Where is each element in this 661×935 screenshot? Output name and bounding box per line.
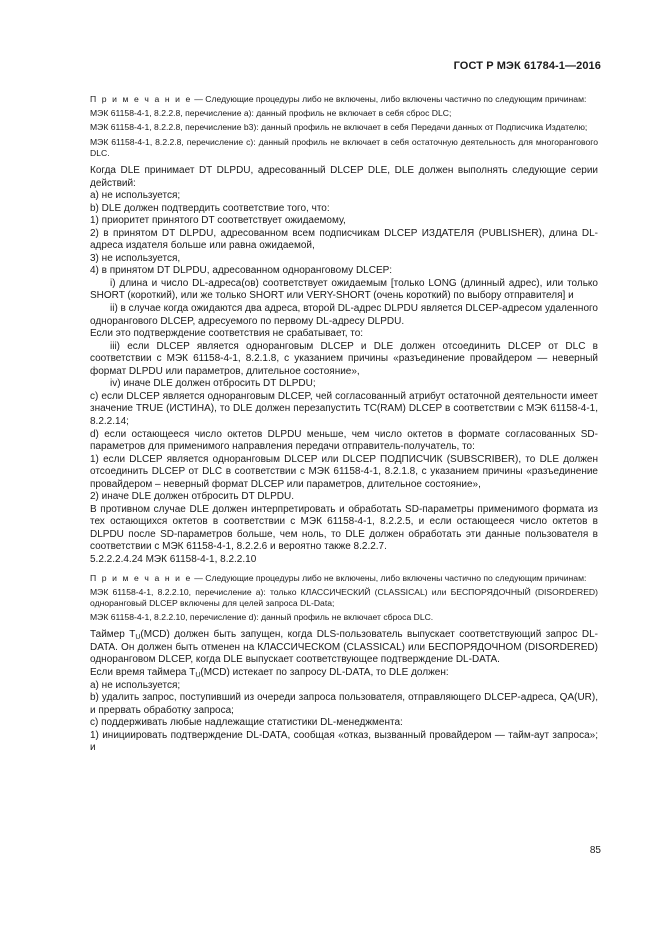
section-heading: 5.2.2.2.4.24 МЭК 61158-4-1, 8.2.2.10 <box>90 553 257 565</box>
body-paragraph: Если это подтверждение соответствия не срабатывает, то: <box>90 328 364 340</box>
note-item: МЭК 61158-4-1, 8.2.2.10, перечисление а): только КЛАССИЧЕСКИЙ (CLASSICAL) или БЕСПОРЯДОЧНЫЙ (DISORDERED) одноранговый DLCEP включены для целей запроса DL-Data; <box>90 586 598 608</box>
list-item: i) длина и число DL-адреса(ов) соответствует ожидаемым [только LONG (длинный адрес), или только SHORT (короткий), или же только SHORT или VERY-SHORT (очень короткий) по выбору отправителя] и <box>90 277 598 302</box>
body-paragraph: Когда DLE принимает DT DLPDU, адресованный DLCEP DLE, DLE должен выполнять следующие серии действий: <box>90 165 598 189</box>
expire-text-a: Если время таймера T <box>90 666 196 678</box>
expire-text-b: (MCD) истекает по запросу DL-DATA, то DLE должен: <box>200 666 449 678</box>
note-paragraph <box>90 94 598 105</box>
body-paragraph <box>90 629 598 667</box>
list-item: c) если DLCEP является одноранговым DLCEP, чей согласованный атрибут остаточной деятельности имеет значение TRUE (ИСТИНА), то DLE должен перезапустить TC(RAM) DLCEP в соответствии с МЭК 61158-4-1, 8.2.2.14; <box>90 390 598 427</box>
note-item: МЭК 61158-4-1, 8.2.2.8, перечисление b3): данный профиль не включает в себя Передачи данных от Подписчика Издателю; <box>90 122 588 133</box>
list-item: 2) в принятом DT DLPDU, адресованном всем подписчикам DLCEP ИЗДАТЕЛЯ (PUBLISHER), длина DL-адреса издателя больше или равна ожидаемой, <box>90 227 598 252</box>
list-item: ii) в случае когда ожидаются два адреса, второй DL-адрес DLPDU является DLCEP-адресом удаленного однорангового DLCEP, адресуемого по первому DL-адресу DLPDU. <box>90 303 598 327</box>
list-item: 2) иначе DLE должен отбросить DT DLPDU. <box>90 491 294 503</box>
note-paragraph <box>90 573 598 584</box>
standard-header: ГОСТ Р МЭК 61784-1—2016 <box>453 60 601 72</box>
body-paragraph: В противном случае DLE должен интерпретировать и обработать SD-параметры применимого формата из тех остающихся октетов в соответствии с МЭК 61158-4-1, 8.2.2.5, и если остающееся число октетов в DLPDU после SD-параметров больше, чем ноль, то DLE должен обработать эти данные пользователя в соответствии с МЭК 61158-4-1, 8.2.2.6 и вероятно также 8.2.2.7. <box>90 503 598 553</box>
timer-subscript: U <box>135 634 141 642</box>
list-item: а) не используется; <box>90 190 181 202</box>
list-item: а) не используется; <box>90 679 181 691</box>
note-text: — Следующие процедуры либо не включены, либо включены частично по следующим причинам: <box>191 572 587 583</box>
note-item: МЭК 61158-4-1, 8.2.2.8, перечисление а): данный профиль не включает в себя сброс DLC; <box>90 108 452 119</box>
expire-subscript: U <box>195 671 201 679</box>
list-item: iv) иначе DLE должен отбросить DT DLPDU; <box>110 378 316 390</box>
note-item: МЭК 61158-4-1, 8.2.2.8, перечисление c): данный профиль не включает в себя остаточную деятельность для многорангового DLC. <box>90 136 598 158</box>
note-label: П р и м е ч а н и е <box>90 94 192 104</box>
list-item: 4) в принятом DT DLPDU, адресованном одноранговому DLCEP: <box>90 265 393 277</box>
timer-text-a: Таймер T <box>90 629 136 641</box>
list-item: d) если остающееся число октетов DLPDU меньше, чем число октетов в формате согласованных SD-параметров для применимого направления передачи отправитель-получатель, то: <box>90 428 598 453</box>
list-item: 1) если DLCEP является одноранговым DLCEP или DLCEP ПОДПИСЧИК (SUBSCRIBER), то DLE должен отсоединить DLCEP от DLC в соответствии с МЭК 61158-4-1, 8.2.1.8, с указанием причины «разъединение провайдером – неверный формат DLCEP или параметров, длительное состояние», <box>90 453 598 490</box>
list-item: 3) не используется, <box>90 252 181 264</box>
list-item: c) поддерживать любые надлежащие статистики DL-менеджмента: <box>90 717 403 729</box>
note-item: МЭК 61158-4-1, 8.2.2.10, перечисление d): данный профиль не включает сброса DLC. <box>90 612 434 623</box>
note-label: П р и м е ч а н и е <box>90 572 192 583</box>
list-item: iii) если DLCEP является одноранговым DLCEP и DLE должен отсоединить DLCEP от DLC в соответствии с МЭК 61158-4-1, 8.2.1.8, с указанием причины «разъединение провайдером — неверный формат DLPDU или параметров, длительное состояние», <box>90 340 598 377</box>
page-content <box>90 94 598 755</box>
list-item: b) удалить запрос, поступивший из очереди запроса пользователя, отправляющего DLCEP-адреса, QA(UR), и прервать обработку запроса; <box>90 692 598 716</box>
note-text: — Следующие процедуры либо не включены, либо включены частично по следующим причинам: <box>191 94 587 104</box>
list-item: 1) инициировать подтверждение DL-DATA, сообщая «отказ, вызванный провайдером — тайм-аут запроса»; и <box>90 729 598 754</box>
list-item: 1) приоритет принятого DT соответствует ожидаемому, <box>90 215 346 227</box>
timer-text-b: (MCD) должен быть запущен, когда DLS-пользователь выпускает соответствующий запрос DL-DATA. Он должен быть отменен на КЛАССИЧЕСКОМ (CLASSICAL) или БЕСПОРЯДОЧНОМ (DISORDERED) одноранговом DLCEP, когда DLE выпускает соответствующее подтверждение DL-DATA. <box>90 629 598 666</box>
page-number: 85 <box>589 845 601 856</box>
body-paragraph <box>90 667 598 680</box>
list-item: b) DLE должен подтвердить соответствие того, что: <box>90 202 330 214</box>
